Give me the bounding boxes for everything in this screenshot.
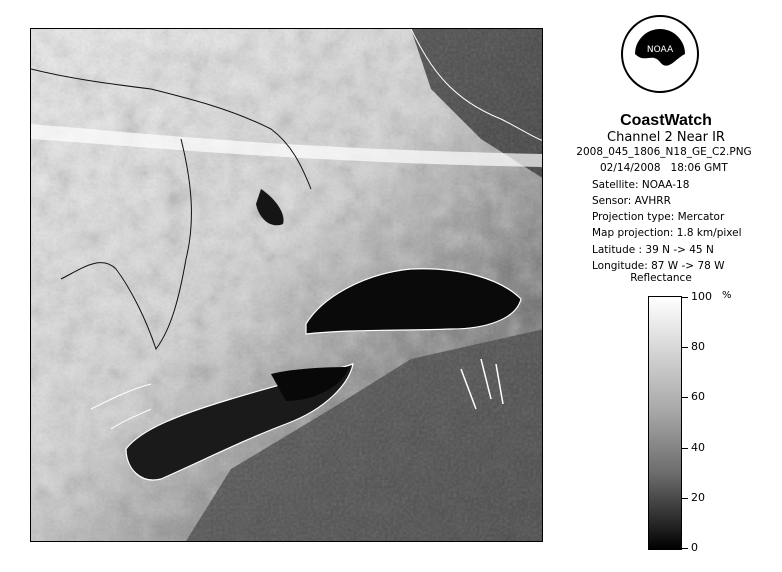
filename-label: 2008_045_1806_N18_GE_C2.PNG (576, 146, 752, 158)
sensor-line: Sensor: AVHRR (592, 195, 671, 207)
colorbar-tick-label: 100 (691, 290, 712, 303)
satellite-line: Satellite: NOAA-18 (592, 179, 690, 191)
colorbar-tick-label: 20 (691, 491, 705, 504)
colorbar-tick-label: 40 (691, 441, 705, 454)
colorbar-tick (682, 498, 688, 499)
colorbar-tick (682, 548, 688, 549)
channel-label: Channel 2 Near IR (607, 130, 725, 145)
colorbar-tick (682, 397, 688, 398)
reflectance-colorbar (648, 296, 682, 550)
colorbar-tick-label: 0 (691, 541, 698, 554)
latitude-line: Latitude : 39 N -> 45 N (592, 244, 714, 256)
colorbar-tick (682, 297, 688, 298)
date-time-line (600, 162, 728, 174)
legend-title: Reflectance (630, 272, 692, 284)
logo-center-text: NOAA (646, 45, 674, 55)
colorbar-tick-label: 60 (691, 390, 705, 403)
colorbar-tick (682, 347, 688, 348)
projection-type-line: Projection type: Mercator (592, 211, 725, 223)
satellite-image-canvas (31, 29, 543, 542)
longitude-line: Longitude: 87 W -> 78 W (592, 260, 725, 272)
map-projection-line: Map projection: 1.8 km/pixel (592, 227, 742, 239)
colorbar-tick (682, 448, 688, 449)
colorbar-tick-label: 80 (691, 340, 705, 353)
date-value: 02/14/2008 (600, 162, 661, 174)
satellite-image (30, 28, 543, 542)
time-value: 18:06 GMT (670, 162, 728, 174)
legend-unit: % (722, 290, 732, 301)
brand-title: CoastWatch (620, 112, 712, 129)
noaa-logo (620, 14, 700, 94)
